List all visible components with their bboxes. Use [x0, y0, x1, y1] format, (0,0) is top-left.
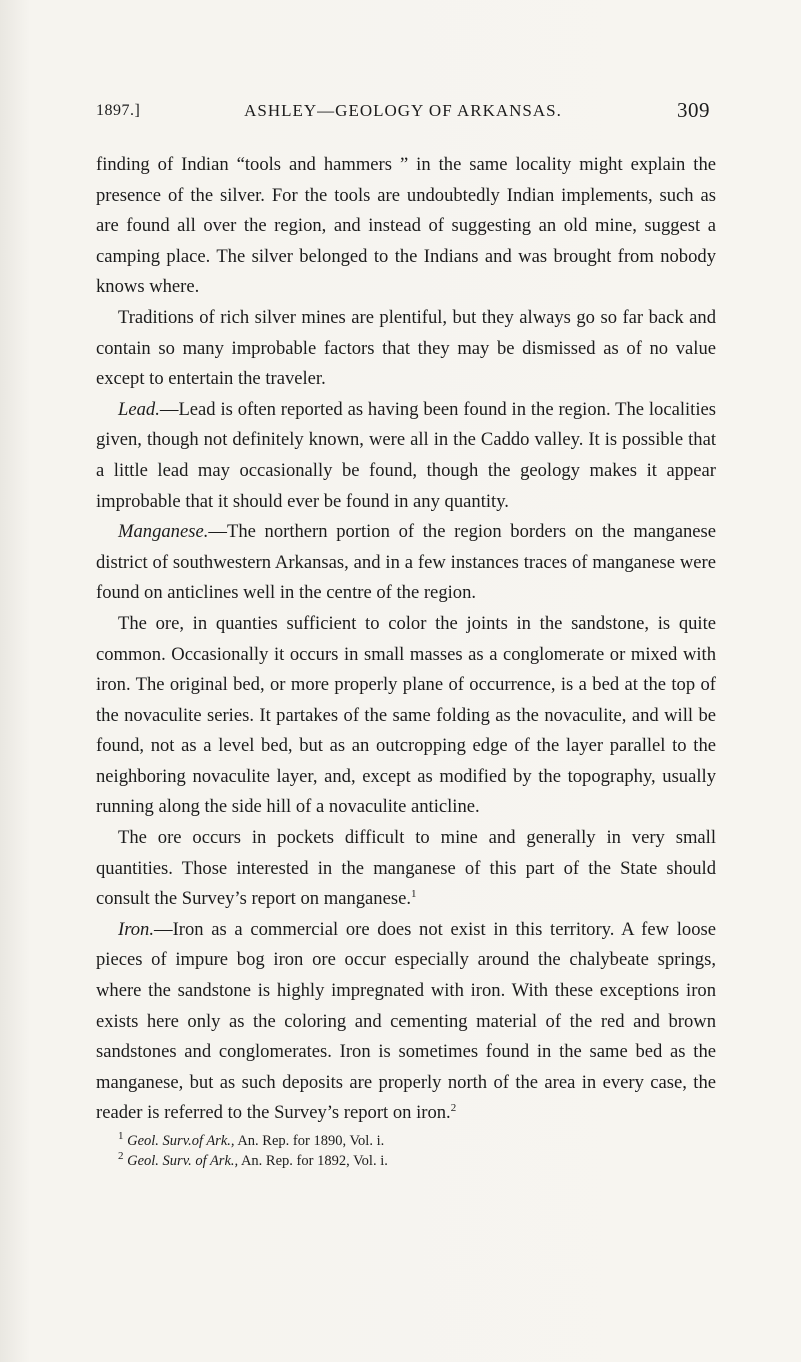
footnote-mark: 1 — [118, 1130, 124, 1143]
running-header — [96, 98, 710, 128]
running-title: ASHLEY—GEOLOGY OF ARKANSAS. — [244, 101, 562, 120]
paragraph: The ore occurs in pockets difficult to mine and generally in very small quantities. Those interested in the manganese of this part of the State should consult the Survey’s report on manganese.$^1$ — [96, 827, 716, 910]
paragraph: Traditions of rich silver mines are plentiful, but they always go so far back and contain so many improbable factors that they may be dismissed as of no value except to entertain the traveler. — [96, 306, 716, 390]
section-heading: Lead. — [118, 398, 160, 420]
paragraph: finding of Indian “tools and hammers ” in the same locality might explain the presence of the silver. For the tools are undoubtedly Indian implements, such as are found all over the region, and instead of suggesting an old mine, suggest a camping place. The silver belonged to the Indians and was brought from nobody knows where. — [96, 154, 716, 298]
page-number: 309 — [677, 98, 710, 122]
paragraph: The ore, in quanties sufficient to color the joints in the sandstone, is quite common. Occasionally it occurs in small masses as a conglomerate or mixed with iron. The original bed, or more properly plane of occurrence, is a bed at the top of the novaculite series. It partakes of the same folding as the novaculite, and will be found, not as a level bed, but as an outcropping edge of the layer parallel to the neighboring novaculite layer, and, except as modified by the topography, usually running along the side hill of a novaculite anticline. — [96, 612, 716, 818]
footnote-ref[interactable]: 1 — [411, 888, 417, 901]
paragraph-iron: Iron.—Iron as a commercial ore does not exist in this territory. A few loose pieces of impure bog iron ore occur especially around the chalybeate springs, where the sandstone is highly impregnated with iron. With these exceptions iron exists here only as the coloring and cementing material of the red and brown sandstones and conglomerates. Iron is sometimes found in the same bed as the manganese, but as such deposits are properly north of the area in every case, the reader is referred to the Survey’s report on iron.$^2$ — [96, 918, 716, 1124]
footnote-ref[interactable]: 2 — [450, 1102, 457, 1115]
section-heading: Iron. — [118, 918, 154, 940]
footnote-mark: 2 — [118, 1150, 124, 1163]
footnotes — [96, 1131, 716, 1171]
paragraph-manganese: Manganese.—The northern portion of the region borders on the manganese district of southwestern Arkansas, and in a few instances traces of manganese were found on anticlines well in the centre of the region. — [96, 521, 716, 604]
footnote: $^2$ Geol. Surv. of Ark., An. Rep. for 1892, Vol. i. — [118, 1150, 388, 1169]
footnote: $^1$ Geol. Surv.of Ark., An. Rep. for 1890, Vol. i. — [118, 1130, 385, 1149]
section-heading: Manganese. — [118, 521, 209, 543]
header-year: 1897.] — [96, 102, 141, 119]
paragraph-lead: Lead.—Lead is often reported as having been found in the region. The localities given, though not definitely known, were all in the Caddo valley. It is possible that a little lead may occasionally be found, though the geology makes it appear improbable that it should ever be found in any quantity. — [96, 398, 716, 512]
body-text — [96, 150, 716, 1171]
